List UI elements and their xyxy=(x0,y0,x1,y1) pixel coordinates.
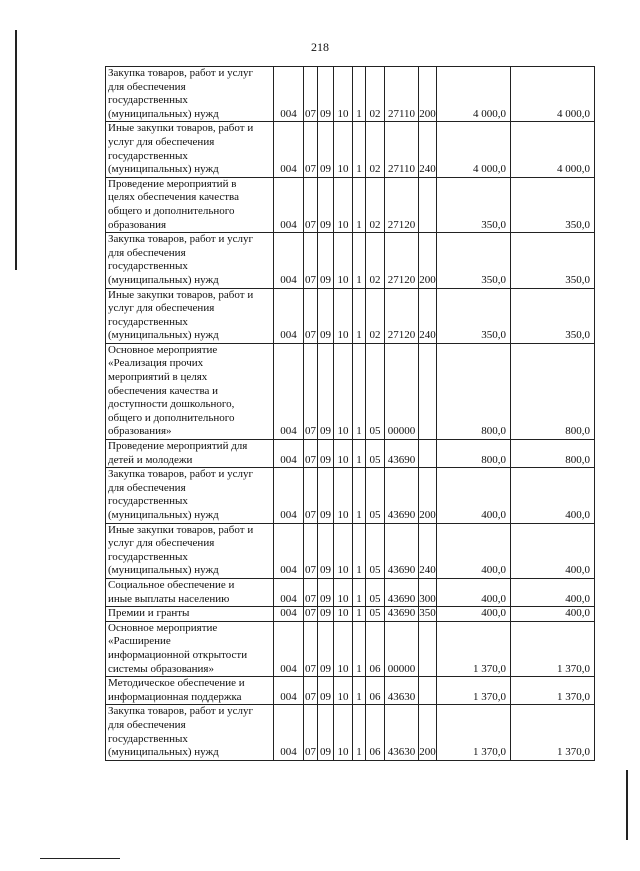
table-row xyxy=(106,233,595,288)
row-name: Иные закупки товаров, работ и услуг для обеспечения государственных (муниципальных) нужд xyxy=(106,523,274,578)
ministry-code: 004 xyxy=(274,122,304,177)
section-code: 07 xyxy=(304,122,318,177)
amount-year-2: 400,0 xyxy=(511,578,595,606)
ministry-code: 004 xyxy=(274,177,304,232)
expense-type-code xyxy=(419,177,437,232)
amount-year-1: 350,0 xyxy=(437,233,511,288)
event-code: 02 xyxy=(366,233,385,288)
amount-year-2: 350,0 xyxy=(511,233,595,288)
margin-rule-left xyxy=(15,30,17,270)
event-code: 02 xyxy=(366,67,385,122)
subprogram-code: 1 xyxy=(353,578,366,606)
amount-year-1: 350,0 xyxy=(437,288,511,343)
amount-year-1: 1 370,0 xyxy=(437,677,511,705)
ministry-code: 004 xyxy=(274,523,304,578)
table-row xyxy=(106,621,595,676)
amount-year-1: 1 370,0 xyxy=(437,705,511,760)
amount-year-2: 400,0 xyxy=(511,468,595,523)
section-code: 07 xyxy=(304,440,318,468)
event-code: 02 xyxy=(366,177,385,232)
event-code: 05 xyxy=(366,578,385,606)
subprogram-code: 1 xyxy=(353,233,366,288)
row-name: Иные закупки товаров, работ и услуг для обеспечения государственных (муниципальных) нужд xyxy=(106,122,274,177)
amount-year-2: 400,0 xyxy=(511,607,595,622)
ministry-code: 004 xyxy=(274,607,304,622)
direction-code: 43690 xyxy=(385,440,419,468)
budget-table-body xyxy=(106,67,595,761)
event-code: 02 xyxy=(366,122,385,177)
table-row xyxy=(106,177,595,232)
program-code: 10 xyxy=(334,705,353,760)
ministry-code: 004 xyxy=(274,440,304,468)
amount-year-2: 800,0 xyxy=(511,343,595,439)
direction-code: 27120 xyxy=(385,233,419,288)
direction-code: 43690 xyxy=(385,523,419,578)
ministry-code: 004 xyxy=(274,468,304,523)
expense-type-code: 200 xyxy=(419,468,437,523)
ministry-code: 004 xyxy=(274,621,304,676)
subprogram-code: 1 xyxy=(353,122,366,177)
section-code: 07 xyxy=(304,343,318,439)
page-number: 218 xyxy=(311,40,329,54)
direction-code: 00000 xyxy=(385,621,419,676)
program-code: 10 xyxy=(334,621,353,676)
program-code: 10 xyxy=(334,578,353,606)
row-name: Закупка товаров, работ и услуг для обеспечения государственных (муниципальных) нужд xyxy=(106,705,274,760)
subsection-code: 09 xyxy=(318,468,334,523)
ministry-code: 004 xyxy=(274,578,304,606)
subprogram-code: 1 xyxy=(353,705,366,760)
table-row xyxy=(106,677,595,705)
amount-year-1: 800,0 xyxy=(437,440,511,468)
program-code: 10 xyxy=(334,177,353,232)
amount-year-1: 400,0 xyxy=(437,607,511,622)
program-code: 10 xyxy=(334,468,353,523)
subsection-code: 09 xyxy=(318,523,334,578)
amount-year-2: 350,0 xyxy=(511,177,595,232)
row-name: Проведение мероприятий в целях обеспечения качества общего и дополнительного образования xyxy=(106,177,274,232)
subsection-code: 09 xyxy=(318,578,334,606)
expense-type-code: 240 xyxy=(419,523,437,578)
subsection-code: 09 xyxy=(318,288,334,343)
subsection-code: 09 xyxy=(318,67,334,122)
subprogram-code: 1 xyxy=(353,468,366,523)
section-code: 07 xyxy=(304,705,318,760)
subsection-code: 09 xyxy=(318,177,334,232)
subsection-code: 09 xyxy=(318,621,334,676)
row-name: Премии и гранты xyxy=(106,607,274,622)
subsection-code: 09 xyxy=(318,705,334,760)
amount-year-1: 4 000,0 xyxy=(437,67,511,122)
direction-code: 27110 xyxy=(385,122,419,177)
row-name: Закупка товаров, работ и услуг для обеспечения государственных (муниципальных) нужд xyxy=(106,233,274,288)
ministry-code: 004 xyxy=(274,67,304,122)
amount-year-2: 4 000,0 xyxy=(511,67,595,122)
subprogram-code: 1 xyxy=(353,677,366,705)
section-code: 07 xyxy=(304,677,318,705)
program-code: 10 xyxy=(334,67,353,122)
subsection-code: 09 xyxy=(318,233,334,288)
program-code: 10 xyxy=(334,607,353,622)
subprogram-code: 1 xyxy=(353,523,366,578)
amount-year-1: 350,0 xyxy=(437,177,511,232)
expense-type-code: 200 xyxy=(419,67,437,122)
budget-table xyxy=(105,66,595,761)
table-row xyxy=(106,288,595,343)
program-code: 10 xyxy=(334,523,353,578)
amount-year-2: 1 370,0 xyxy=(511,621,595,676)
row-name: Основное мероприятие «Расширение информационной открытости системы образования» xyxy=(106,621,274,676)
table-row xyxy=(106,67,595,122)
direction-code: 27110 xyxy=(385,67,419,122)
section-code: 07 xyxy=(304,233,318,288)
row-name: Основное мероприятие «Реализация прочих мероприятий в целях обеспечения качества и доступности дошкольного, общего и дополнительного образования» xyxy=(106,343,274,439)
direction-code: 43630 xyxy=(385,705,419,760)
amount-year-1: 1 370,0 xyxy=(437,621,511,676)
subprogram-code: 1 xyxy=(353,607,366,622)
table-row xyxy=(106,122,595,177)
expense-type-code xyxy=(419,677,437,705)
program-code: 10 xyxy=(334,440,353,468)
subprogram-code: 1 xyxy=(353,177,366,232)
table-row xyxy=(106,440,595,468)
table-row xyxy=(106,705,595,760)
amount-year-2: 800,0 xyxy=(511,440,595,468)
row-name: Закупка товаров, работ и услуг для обеспечения государственных (муниципальных) нужд xyxy=(106,67,274,122)
expense-type-code xyxy=(419,343,437,439)
amount-year-2: 350,0 xyxy=(511,288,595,343)
subsection-code: 09 xyxy=(318,677,334,705)
section-code: 07 xyxy=(304,523,318,578)
event-code: 05 xyxy=(366,468,385,523)
table-row xyxy=(106,343,595,439)
direction-code: 00000 xyxy=(385,343,419,439)
amount-year-2: 1 370,0 xyxy=(511,677,595,705)
program-code: 10 xyxy=(334,233,353,288)
margin-rule-right xyxy=(626,770,628,840)
event-code: 05 xyxy=(366,523,385,578)
row-name: Проведение мероприятий для детей и молодежи xyxy=(106,440,274,468)
ministry-code: 004 xyxy=(274,343,304,439)
program-code: 10 xyxy=(334,677,353,705)
table-row xyxy=(106,523,595,578)
subprogram-code: 1 xyxy=(353,288,366,343)
table-row xyxy=(106,578,595,606)
table-row xyxy=(106,468,595,523)
expense-type-code: 200 xyxy=(419,233,437,288)
expense-type-code xyxy=(419,440,437,468)
section-code: 07 xyxy=(304,177,318,232)
expense-type-code: 240 xyxy=(419,122,437,177)
section-code: 07 xyxy=(304,468,318,523)
subsection-code: 09 xyxy=(318,440,334,468)
subprogram-code: 1 xyxy=(353,343,366,439)
direction-code: 43690 xyxy=(385,578,419,606)
ministry-code: 004 xyxy=(274,233,304,288)
subsection-code: 09 xyxy=(318,122,334,177)
direction-code: 27120 xyxy=(385,288,419,343)
direction-code: 27120 xyxy=(385,177,419,232)
expense-type-code: 240 xyxy=(419,288,437,343)
amount-year-1: 4 000,0 xyxy=(437,122,511,177)
amount-year-2: 400,0 xyxy=(511,523,595,578)
amount-year-1: 800,0 xyxy=(437,343,511,439)
amount-year-1: 400,0 xyxy=(437,523,511,578)
event-code: 05 xyxy=(366,343,385,439)
subsection-code: 09 xyxy=(318,343,334,439)
event-code: 06 xyxy=(366,621,385,676)
section-code: 07 xyxy=(304,288,318,343)
direction-code: 43690 xyxy=(385,607,419,622)
section-code: 07 xyxy=(304,607,318,622)
section-code: 07 xyxy=(304,578,318,606)
section-code: 07 xyxy=(304,621,318,676)
row-name: Методическое обеспечение и информационная поддержка xyxy=(106,677,274,705)
amount-year-1: 400,0 xyxy=(437,468,511,523)
ministry-code: 004 xyxy=(274,677,304,705)
subsection-code: 09 xyxy=(318,607,334,622)
event-code: 02 xyxy=(366,288,385,343)
subprogram-code: 1 xyxy=(353,67,366,122)
amount-year-2: 4 000,0 xyxy=(511,122,595,177)
row-name: Закупка товаров, работ и услуг для обеспечения государственных (муниципальных) нужд xyxy=(106,468,274,523)
ministry-code: 004 xyxy=(274,288,304,343)
section-code: 07 xyxy=(304,67,318,122)
event-code: 06 xyxy=(366,705,385,760)
event-code: 06 xyxy=(366,677,385,705)
table-row xyxy=(106,607,595,622)
direction-code: 43630 xyxy=(385,677,419,705)
amount-year-1: 400,0 xyxy=(437,578,511,606)
amount-year-2: 1 370,0 xyxy=(511,705,595,760)
direction-code: 43690 xyxy=(385,468,419,523)
expense-type-code: 350 xyxy=(419,607,437,622)
ministry-code: 004 xyxy=(274,705,304,760)
expense-type-code xyxy=(419,621,437,676)
expense-type-code: 200 xyxy=(419,705,437,760)
row-name: Иные закупки товаров, работ и услуг для обеспечения государственных (муниципальных) нужд xyxy=(106,288,274,343)
row-name: Социальное обеспечение и иные выплаты населению xyxy=(106,578,274,606)
expense-type-code: 300 xyxy=(419,578,437,606)
subprogram-code: 1 xyxy=(353,621,366,676)
program-code: 10 xyxy=(334,343,353,439)
subprogram-code: 1 xyxy=(353,440,366,468)
event-code: 05 xyxy=(366,607,385,622)
program-code: 10 xyxy=(334,122,353,177)
program-code: 10 xyxy=(334,288,353,343)
footnote-rule xyxy=(40,858,120,859)
event-code: 05 xyxy=(366,440,385,468)
